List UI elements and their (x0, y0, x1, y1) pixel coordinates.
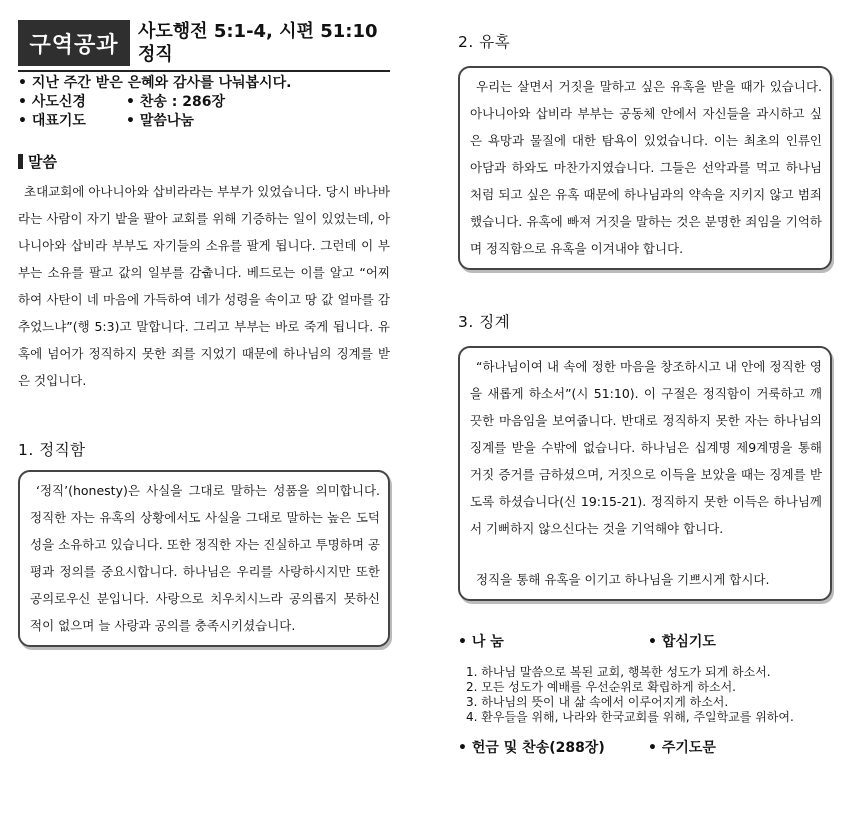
word-text: 초대교회에 아나니아와 삽비라라는 부부가 있었습니다. 당시 바나바라는 사람이 자기 밭을 팔아 교회를 위해 기증하는 일이 있었는데, 아나니아와 삽비라 부부도 자기들의 소유를 팔게 됩니다. 그런데 이 부부는 소유를 팔고 값의 일부를 감춥니다. 베드로는 이를 알고 “어찌하여 사탄이 네 마음에 가득하여 네가 성령을 속이고 땅 값 얼마를 감추었느냐”(행 5:3)고 말합니다. 그리고 부부는 바로 죽게 됩니다. 유혹에 넘어가 정직하지 못한 죄를 지었기 때문에 하나님의 징계를 받은 것입니다. (18, 184, 390, 388)
title-scripture: 사도행전 5:1-4, 시편 51:10 (138, 21, 378, 42)
section2-text: 우리는 살면서 거짓을 말하고 싶은 유혹을 받을 때가 있습니다. 아나니아와 삽비라 부부는 공동체 안에서 자신들을 과시하고 싶은 욕망과 물질에 대한 탐욕이 있었습니다. 이는 최초의 인류인 아담과 하와도 마찬가지였습니다. 그들은 선악과를 먹고 하나님처럼 되고 싶은 유혹 때문에 하나님과의 약속을 지키지 않고 범죄했습니다. 유혹에 빠져 거짓을 말하는 것은 분명한 죄임을 기억하며 정직함으로 유혹을 이겨내야 합니다. (470, 79, 822, 256)
section1-box (18, 470, 390, 647)
order-item-word-sharing: • 말씀나눔 (126, 113, 194, 129)
offering-label: • 헌금 및 찬송(288장) (458, 740, 605, 756)
prayer-item: 3. 하나님의 뜻이 내 삶 속에서 이루어지게 하소서. (466, 695, 729, 709)
worship-order (18, 74, 390, 131)
word-heading-label: 말씀 (28, 153, 57, 171)
sharing-label: • 나 눔 (458, 634, 504, 650)
prayer-item: 2. 모든 성도가 예배를 우선순위로 확립하게 하소서. (466, 680, 736, 694)
header-divider (18, 70, 390, 72)
section3-heading: 3. 징계 (458, 313, 511, 331)
section2-box (458, 66, 832, 270)
right-column (458, 18, 832, 757)
word-heading (18, 151, 390, 172)
lords-prayer-label: • 주기도문 (648, 740, 716, 756)
section3-text: “하나님이여 내 속에 정한 마음을 창조하시고 내 안에 정직한 영을 새롭게 하소서”(시 51:10). 이 구절은 정직함이 거룩하고 깨끗한 마음임을 보여줍니다. 반대로 정직하지 못한 자는 하나님의 징계를 받을 수밖에 없습니다. 하나님은 십계명 제9계명을 통해 거짓 증거를 금하셨으며, 거짓으로 이득을 보았을 때는 징계를 받도록 하셨습니다(신 19:15-21). 정직하지 못한 이득은 하나님께서 기뻐하지 않으신다는 것을 기억해야 합니다. (470, 359, 822, 536)
section1-text: ‘정직’(honesty)은 사실을 그대로 말하는 성품을 의미합니다. 정직한 자는 유혹의 상황에서도 사실을 그대로 말하는 높은 도덕성을 소유하고 있습니다. 또한 정직한 자는 진실하고 투명하며 공평과 정의를 중요시합니다. 하나님은 우리를 사랑하시지만 또한 공의로우신 분입니다. 사랑으로 치우치시느라 공의롭지 못하신 적이 없으며 늘 사랑과 공의를 충족시키셨습니다. (30, 483, 380, 633)
section2-heading: 2. 유혹 (458, 33, 511, 51)
lesson-header (18, 18, 390, 72)
order-item-sharing-grace: • 지난 주간 받은 은혜와 감사를 나눠봅시다. (18, 75, 292, 91)
closing-row (458, 737, 832, 757)
sharing-row (458, 631, 832, 651)
section3-box (458, 346, 832, 601)
section3-closing: 정직을 통해 유혹을 이기고 하나님을 기쁘시게 합시다. (476, 572, 770, 587)
section1-heading: 1. 정직함 (18, 441, 86, 459)
order-item-hymn: • 찬송 : 286장 (126, 94, 225, 110)
title-topic: 정직 (138, 44, 173, 65)
order-item-creed: • 사도신경 (18, 94, 86, 110)
prayer-item: 1. 하나님 말씀으로 복된 교회, 행복한 성도가 되게 하소서. (466, 665, 771, 679)
lesson-badge: 구역공과 (18, 20, 130, 66)
order-item-prayer: • 대표기도 (18, 113, 86, 129)
prayer-list (458, 665, 832, 725)
lesson-title (138, 20, 390, 66)
prayer-label: • 합심기도 (648, 634, 716, 650)
left-column (18, 18, 390, 647)
heading-marker-icon (18, 154, 23, 169)
prayer-item: 4. 환우들을 위해, 나라와 한국교회를 위해, 주일학교를 위하여. (466, 710, 794, 724)
